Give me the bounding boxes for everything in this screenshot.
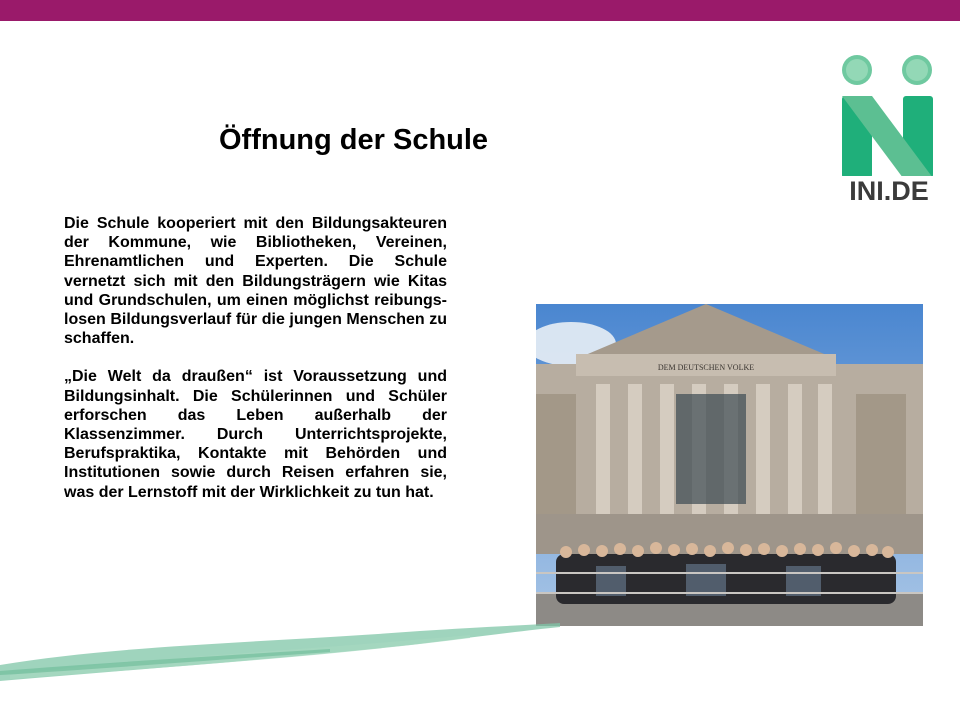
- top-header-bar: [0, 0, 960, 21]
- group-photo-reichstag: [536, 304, 923, 626]
- slide-title: Öffnung der Schule: [219, 124, 489, 156]
- body-text: [64, 214, 447, 502]
- reichstag-inscription: DEM DEUTSCHEN VOLKE: [657, 363, 755, 372]
- ini-logo-icon: [836, 50, 942, 176]
- green-swoosh-decoration: [0, 605, 560, 685]
- logo-text: INI.DE: [849, 176, 929, 206]
- paragraph-2: „Die Welt da draußen“ ist Voraussetzung und Bildungsinhalt. Die Schülerinnen und Schüler erforschen das Leben außerhalb der Klassenzimmer. Durch Unterrichtsprojekte, Berufspraktika, Kontakte mit Behörden und Institutionen sowie durch Reisen erfahren sie, was der Lernstoff mit der Wirklichkeit zu tun hat.: [64, 368, 447, 501]
- ini-logo: [836, 50, 942, 210]
- paragraph-1: Die Schule kooperiert mit den Bildungsakteuren der Kommune, wie Bibliotheken, Vereinen, Ehrenamtlichen und Experten. Die Schule vernetzt sich mit den Bildungsträgern wie Kitas und Grundschulen, um einen möglichst reibungslosen Bildungsverlauf für die jungen Menschen zu schaffen.: [64, 215, 447, 348]
